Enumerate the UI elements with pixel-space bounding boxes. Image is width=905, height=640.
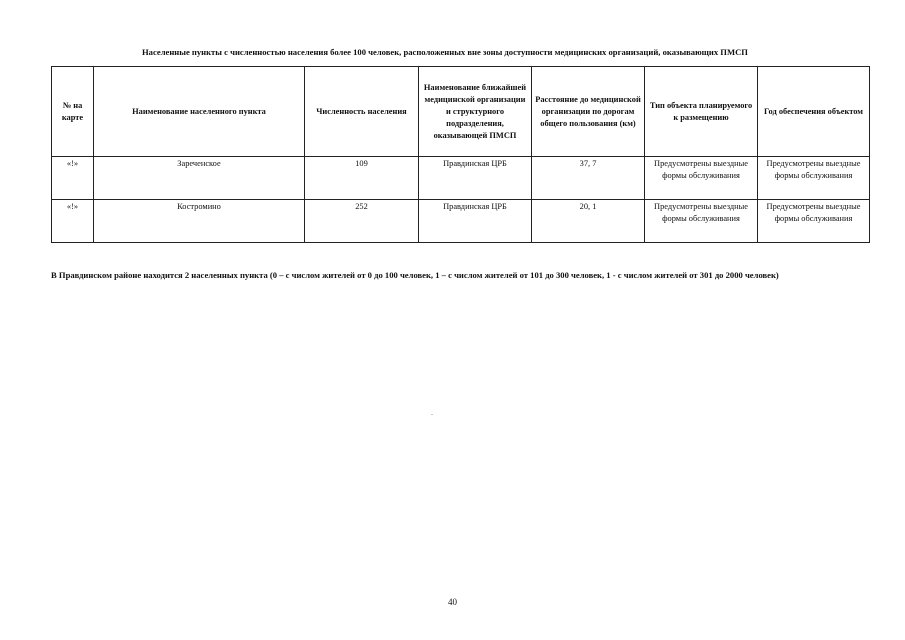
cell-object-type: Предусмотрены выездные формы обслуживания xyxy=(645,157,758,200)
cell-medical-org: Правдинская ЦРБ xyxy=(419,157,532,200)
header-population: Численность населения xyxy=(305,67,419,157)
header-object-type: Тип объекта планируемого к размещению xyxy=(645,67,758,157)
header-provision-year: Год обеспечения объектом xyxy=(758,67,870,157)
cell-map-number: «!» xyxy=(52,157,94,200)
page-number: 40 xyxy=(448,597,457,607)
cell-distance: 37, 7 xyxy=(532,157,645,200)
cell-object-type: Предусмотрены выездные формы обслуживания xyxy=(645,200,758,243)
cell-distance: 20, 1 xyxy=(532,200,645,243)
document-title: Населенные пункты с численностью населения более 100 человек, расположенных вне зоны доступности медицинских организаций, оказывающих ПМСП xyxy=(141,47,748,57)
cell-population: 252 xyxy=(305,200,419,243)
table-header-row xyxy=(52,67,870,157)
header-settlement-name: Наименование населенного пункта xyxy=(94,67,305,157)
header-map-number: № на карте xyxy=(52,67,94,157)
cell-provision-year: Предусмотрены выездные формы обслуживания xyxy=(758,157,870,200)
cell-map-number: «!» xyxy=(52,200,94,243)
cell-medical-org: Правдинская ЦРБ xyxy=(419,200,532,243)
cell-settlement-name: Зареченское xyxy=(94,157,305,200)
settlements-table xyxy=(51,66,870,243)
header-nearest-medical-org: Наименование ближайшей медицинской организации и структурного подразделения, оказывающей ПМСП xyxy=(419,67,532,157)
cell-population: 109 xyxy=(305,157,419,200)
cell-provision-year: Предусмотрены выездные формы обслуживания xyxy=(758,200,870,243)
header-distance-km: Расстояние до медицинской организации по дорогам общего пользования (км) xyxy=(532,67,645,157)
cell-settlement-name: Костромино xyxy=(94,200,305,243)
district-summary-note: В Правдинском районе находится 2 населенных пункта (0 – с числом жителей от 0 до 100 человек, 1 – с числом жителей от 101 до 300 человек, 1 - с числом жителей от 301 до 2000 человек) xyxy=(51,270,779,280)
table-row xyxy=(52,157,870,200)
scan-speck xyxy=(431,414,433,415)
table-row xyxy=(52,200,870,243)
